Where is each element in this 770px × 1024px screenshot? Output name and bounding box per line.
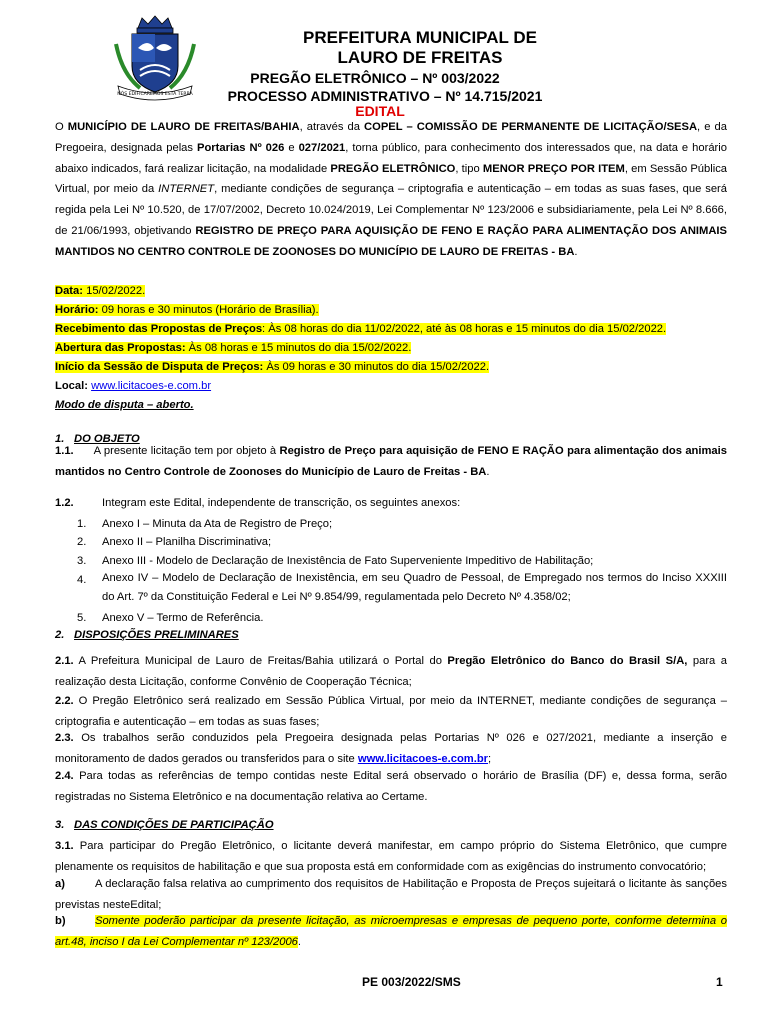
info-data: Data: 15/02/2022. [55, 285, 146, 297]
municipal-crest-logo [110, 14, 200, 102]
info-inicio-sessao: Início da Sessão de Disputa de Preços: Às 09 horas e 30 minutos do dia 15/02/2022. [55, 361, 490, 373]
title-line-1: PREFEITURA MUNICIPAL DE [303, 28, 537, 47]
modo-disputa: Modo de disputa – aberto. [55, 399, 194, 411]
item-b: b) Somente poderão participar da presente licitação, as microempresas e empresas de pequeno porte, conforme determina o art.48, inciso I da Lei Complementar nº 123/2006. [55, 915, 727, 948]
annex-item: 3. Anexo III - Modelo de Declaração de Inexistência de Fato Superveniente Impeditivo de Habilitação; [77, 555, 594, 567]
info-abertura: Abertura das Propostas: Às 08 horas e 15 minutos do dia 15/02/2022. [55, 342, 412, 354]
item-a: a) A declaração falsa relativa ao cumprimento dos requisitos de Habilitação e Proposta de Preços sujeitará o licitante às sanções previstas nesteEdital; [55, 878, 727, 911]
annex-item: 1. Anexo I – Minuta da Ata de Registro de Preço; [77, 518, 333, 530]
section-1-heading: 1. DO OBJETO [55, 433, 140, 445]
local-link[interactable]: www.licitacoes-e.com.br [91, 380, 212, 392]
annex-item: 5. Anexo V – Termo de Referência. [77, 612, 264, 624]
paragraph-2-1: 2.1. A Prefeitura Municipal de Lauro de Freitas/Bahia utilizará o Portal do Pregão Eletrônico do Banco do Brasil S/A, para a realização desta Licitação, conforme Convênio de Cooperação Técnica; [55, 655, 727, 688]
footer-document-code: PE 003/2022/SMS [362, 975, 461, 989]
info-recebimento: Recebimento das Propostas de Preços: Às 08 horas do dia 11/02/2022, até às 08 horas e 15 minutos do dia 15/02/2022. [55, 323, 667, 335]
pregao-heading: PREGÃO ELETRÔNICO – Nº 003/2022 [250, 70, 500, 86]
annex-item: 2. Anexo II – Planilha Discriminativa; [77, 536, 272, 548]
paragraph-2-3: 2.3. Os trabalhos serão conduzidos pela Pregoeira designada pelas Portarias Nº 026 e 027/2021, mediante a inserção e monitoramento de dados gerados ou transferidos para o site www.licitacoes-e.com.br; [55, 732, 727, 765]
paragraph-2-4: 2.4. Para todas as referências de tempo contidas neste Edital será observado o horário de Brasília (DF) e, dessa forma, serão registradas no Sistema Eletrônico e na documentação relativa ao Certame. [55, 770, 727, 803]
paragraph-1-2: 1.2. Integram este Edital, independente de transcrição, os seguintes anexos: [55, 497, 461, 509]
intro-paragraph: O MUNICÍPIO DE LAURO DE FREITAS/BAHIA, através da COPEL – COMISSÃO DE PERMANENTE DE LICITAÇÃO/SESA, e da Pregoeira, designada pelas Portarias Nº 026 e 027/2021, torna público, para conhecimento dos interessados que, na data e horário abaixo indicados, fará realizar licitação, na modalidade PREGÃO ELETRÔNICO, tipo MENOR PREÇO POR ITEM, em Sessão Pública Virtual, por meio da INTERNET, mediante condições de segurança – criptografia e autenticação – em todas as suas fases, que será regida pela Lei Nº 10.520, de 17/07/2002, Decreto 10.024/2019, Lei Complementar Nº 123/2006 e subsidiariamente, pela Lei Nº 8.666, de 21/06/1993, objetivando REGISTRO DE PREÇO PARA AQUISIÇÃO DE FENO E RAÇÃO PARA ALIMENTAÇÃO DOS ANIMAIS MANTIDOS NO CENTRO CONTROLE DE ZOONOSES DO MUNICÍPIO DE LAURO DE FREITAS - BA. [55, 121, 728, 258]
title-line-2: LAURO DE FREITAS [337, 48, 503, 67]
annex-item: 4. [77, 574, 87, 586]
section-2-heading: 2. DISPOSIÇÕES PRELIMINARES [55, 629, 239, 641]
footer-page-number: 1 [716, 975, 723, 989]
paragraph-1-1: 1.1. A presente licitação tem por objeto à Registro de Preço para aquisição de FENO E RAÇÃO para alimentação dos animais mantidos no Centro Controle de Zoonoses do Município de Lauro de Freitas - BA. [55, 445, 727, 478]
info-local: Local: www.licitacoes-e.com.br [55, 380, 212, 392]
crest-crown [137, 16, 173, 33]
edital-heading: EDITAL [355, 103, 405, 119]
licitacoes-link[interactable]: www.licitacoes-e.com.br [357, 752, 489, 765]
processo-heading: PROCESSO ADMINISTRATIVO – Nº 14.715/2021 [227, 88, 543, 104]
paragraph-3-1: 3.1. Para participar do Pregão Eletrônico, o licitante deverá manifestar, em campo próprio do Sistema Eletrônico, que cumpre plenamente os requisitos de habilitação e que sua proposta está em conformidade com as exigências do instrumento convocatório; [55, 840, 727, 873]
crest-motto: NÓS EDIFICAREMOS ESTA TERRA [117, 92, 193, 97]
annex-item-4-text: Anexo IV – Modelo de Declaração de Inexistência, em seu Quadro de Pessoal, de Empregado nos termos do Inciso XXXIII do Art. 7º da Constituição Federal e Lei Nº 9.854/99, regulamentada pelo Decreto Nº 4.358/02; [102, 572, 727, 603]
section-3-heading: 3. DAS CONDIÇÕES DE PARTICIPAÇÃO [55, 819, 274, 831]
info-horario: Horário: 09 horas e 30 minutos (Horário de Brasília). [55, 304, 319, 316]
paragraph-2-2: 2.2. O Pregão Eletrônico será realizado em Sessão Pública Virtual, por meio da INTERNET, mediante condições de segurança – criptografia e autenticação – em todas as suas fases; [55, 695, 727, 728]
